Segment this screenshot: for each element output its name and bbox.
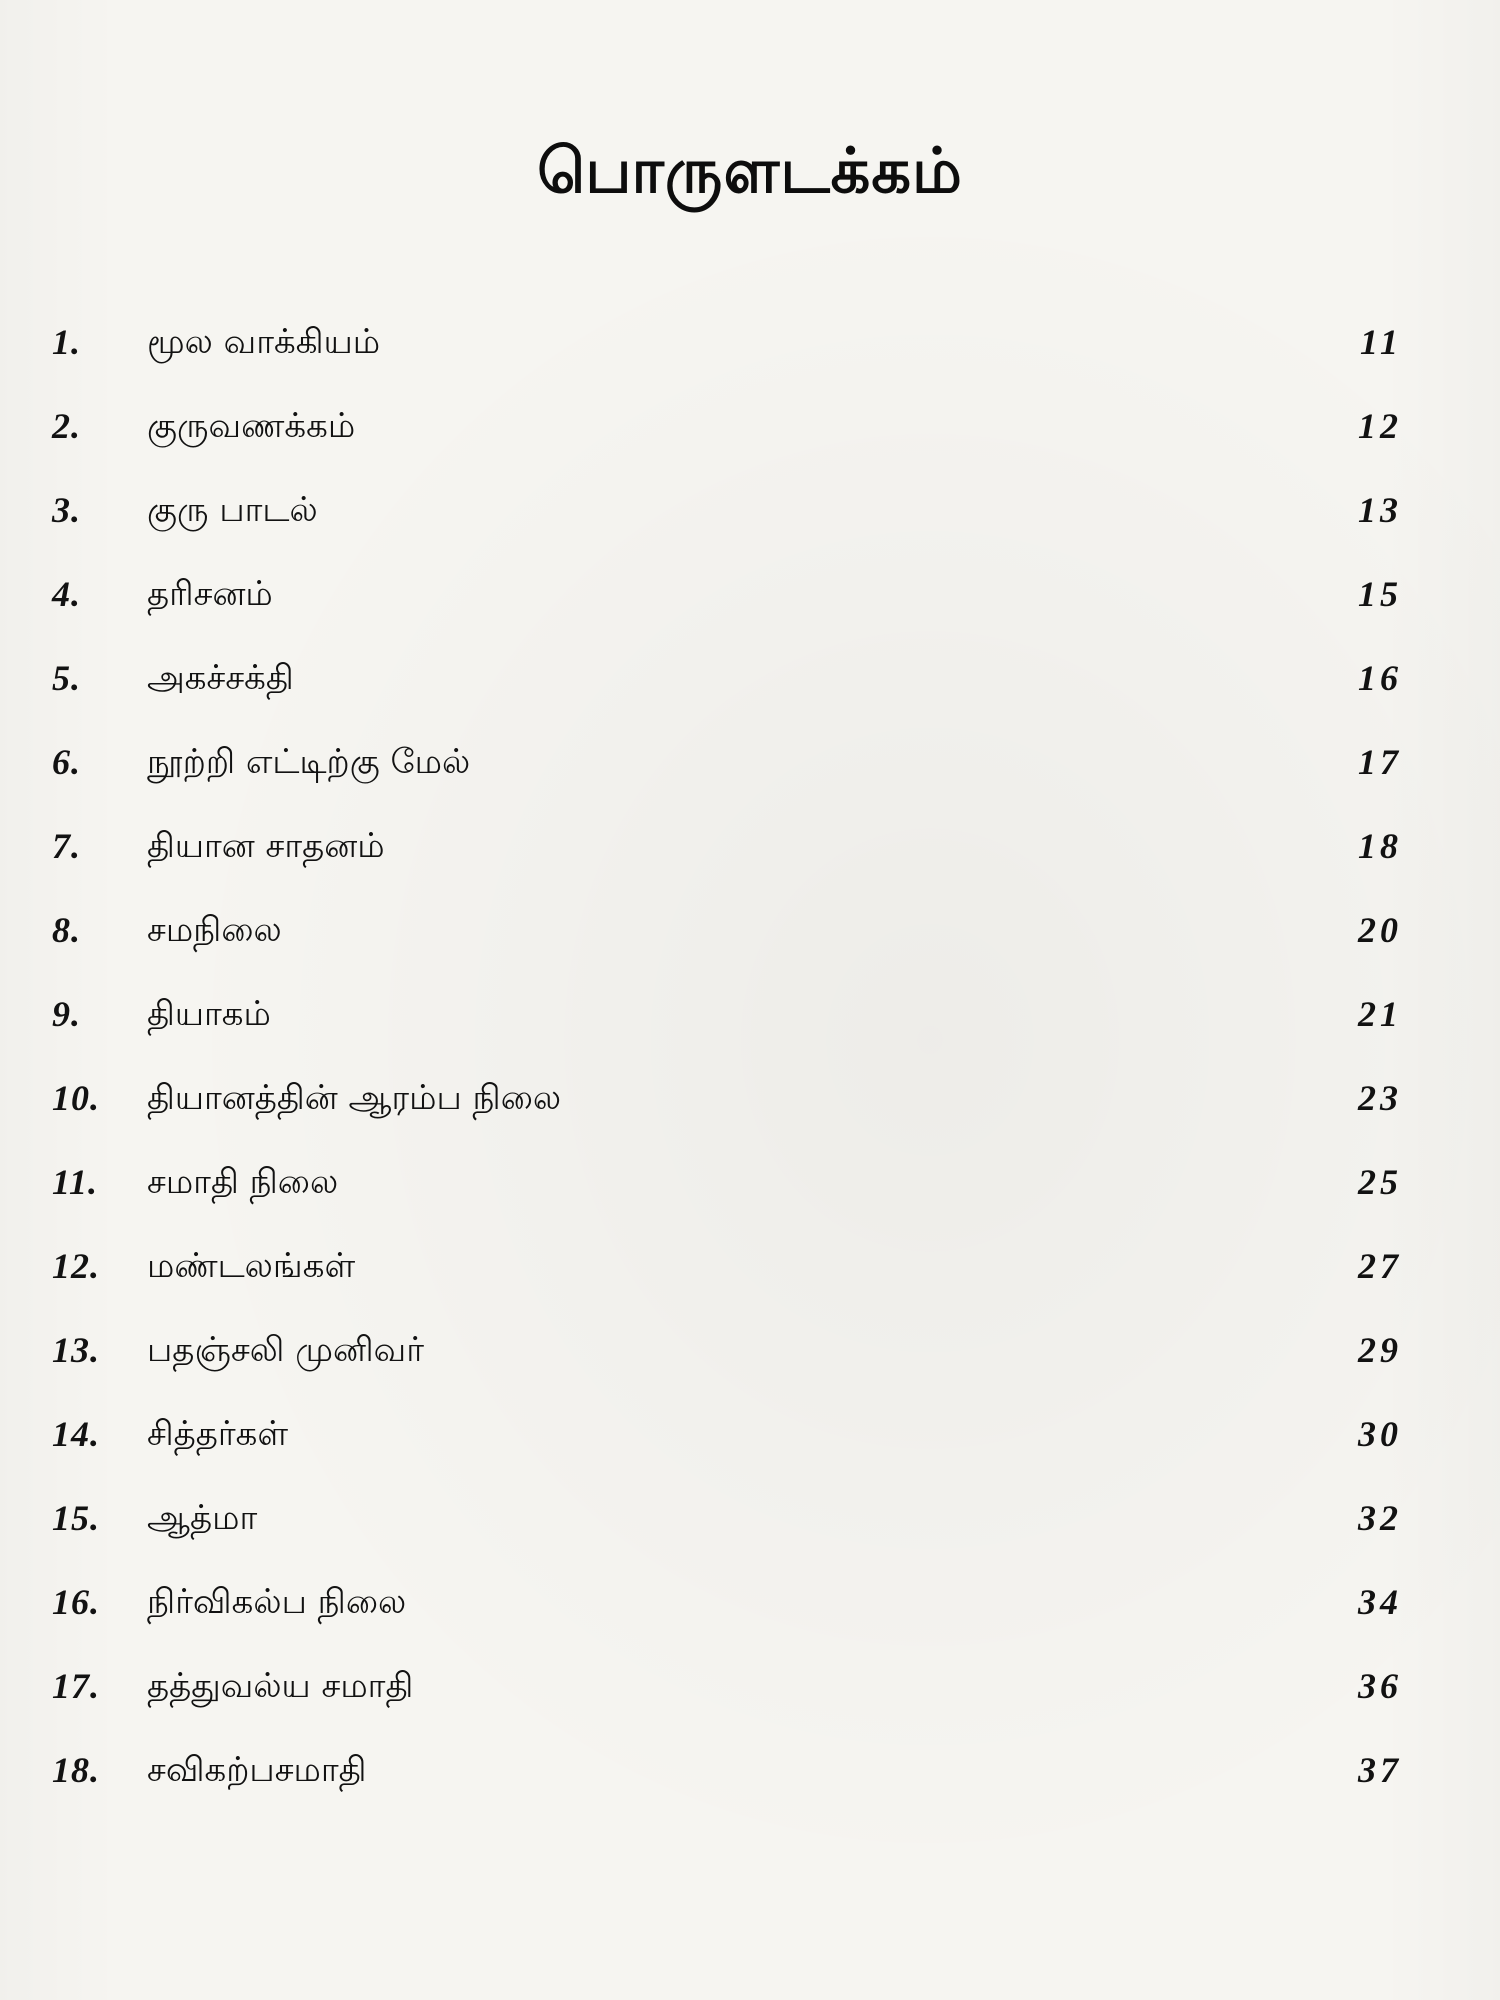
toc-entry: [52, 972, 1402, 1056]
toc-entry: [52, 384, 1402, 468]
entry-title: தியாகம்: [147, 994, 271, 1034]
toc-entry: [52, 1140, 1402, 1224]
entry-number: 11.: [52, 1162, 99, 1202]
entry-page-number: 37: [1358, 1750, 1402, 1790]
entry-number: 10.: [52, 1078, 100, 1118]
entry-number: 4.: [52, 574, 81, 614]
toc-entry: [52, 468, 1402, 552]
entry-number: 18.: [52, 1750, 100, 1790]
toc-entry: [52, 1056, 1402, 1140]
entry-title: அகச்சக்தி: [147, 658, 294, 698]
entry-page-number: 20: [1358, 910, 1402, 950]
table-of-contents: [52, 300, 1402, 1812]
entry-title: சமாதி நிலை: [147, 1162, 339, 1202]
entry-title: குரு பாடல்: [147, 490, 318, 530]
entry-page-number: 32: [1358, 1498, 1402, 1538]
entry-title: சமநிலை: [147, 910, 282, 950]
entry-number: 8.: [52, 910, 81, 950]
entry-number: 9.: [52, 994, 81, 1034]
entry-number: 14.: [52, 1414, 100, 1454]
toc-entry: [52, 300, 1402, 384]
entry-page-number: 13: [1358, 490, 1402, 530]
entry-page-number: 16: [1358, 658, 1402, 698]
entry-title: மூல வாக்கியம்: [147, 322, 381, 362]
entry-number: 13.: [52, 1330, 100, 1370]
entry-page-number: 34: [1358, 1582, 1402, 1622]
entry-title: சித்தர்கள்: [147, 1414, 289, 1454]
entry-number: 7.: [52, 826, 81, 866]
entry-page-number: 23: [1358, 1078, 1402, 1118]
toc-entry: [52, 1224, 1402, 1308]
toc-entry: [52, 1728, 1402, 1812]
entry-page-number: 25: [1358, 1162, 1402, 1202]
entry-number: 15.: [52, 1498, 100, 1538]
toc-entry: [52, 1560, 1402, 1644]
toc-entry: [52, 720, 1402, 804]
entry-page-number: 27: [1358, 1246, 1402, 1286]
toc-entry: [52, 636, 1402, 720]
entry-page-number: 21: [1358, 994, 1402, 1034]
entry-title: மண்டலங்கள்: [147, 1246, 356, 1286]
entry-title: பதஞ்சலி முனிவர்: [147, 1330, 424, 1370]
entry-title: தியான சாதனம்: [147, 826, 385, 866]
entry-page-number: 15: [1358, 574, 1402, 614]
entry-page-number: 12: [1358, 406, 1402, 446]
toc-entry: [52, 1476, 1402, 1560]
toc-entry: [52, 1308, 1402, 1392]
toc-entry: [52, 804, 1402, 888]
entry-page-number: 36: [1358, 1666, 1402, 1706]
entry-number: 5.: [52, 658, 81, 698]
entry-number: 16.: [52, 1582, 100, 1622]
entry-page-number: 11: [1359, 322, 1402, 362]
entry-number: 6.: [52, 742, 81, 782]
entry-number: 2.: [52, 406, 81, 446]
entry-number: 12.: [52, 1246, 100, 1286]
entry-page-number: 30: [1358, 1414, 1402, 1454]
entry-page-number: 18: [1358, 826, 1402, 866]
toc-entry: [52, 888, 1402, 972]
entry-number: 3.: [52, 490, 81, 530]
entry-title: சவிகற்பசமாதி: [147, 1750, 367, 1790]
entry-title: ஆத்மா: [147, 1498, 258, 1538]
entry-page-number: 29: [1358, 1330, 1402, 1370]
entry-title: தத்துவல்ய சமாதி: [147, 1666, 414, 1706]
entry-title: தரிசனம்: [147, 574, 273, 614]
entry-title: நிர்விகல்ப நிலை: [147, 1582, 407, 1622]
toc-entry: [52, 552, 1402, 636]
toc-entry: [52, 1644, 1402, 1728]
entry-title: தியானத்தின் ஆரம்ப நிலை: [147, 1078, 562, 1118]
entry-title: நூற்றி எட்டிற்கு மேல்: [147, 742, 471, 782]
entry-title: குருவணக்கம்: [147, 406, 356, 446]
entry-number: 1.: [52, 322, 81, 362]
entry-page-number: 17: [1358, 742, 1402, 782]
toc-entry: [52, 1392, 1402, 1476]
page-title: பொருளடக்கம்: [537, 133, 963, 207]
entry-number: 17.: [52, 1666, 100, 1706]
